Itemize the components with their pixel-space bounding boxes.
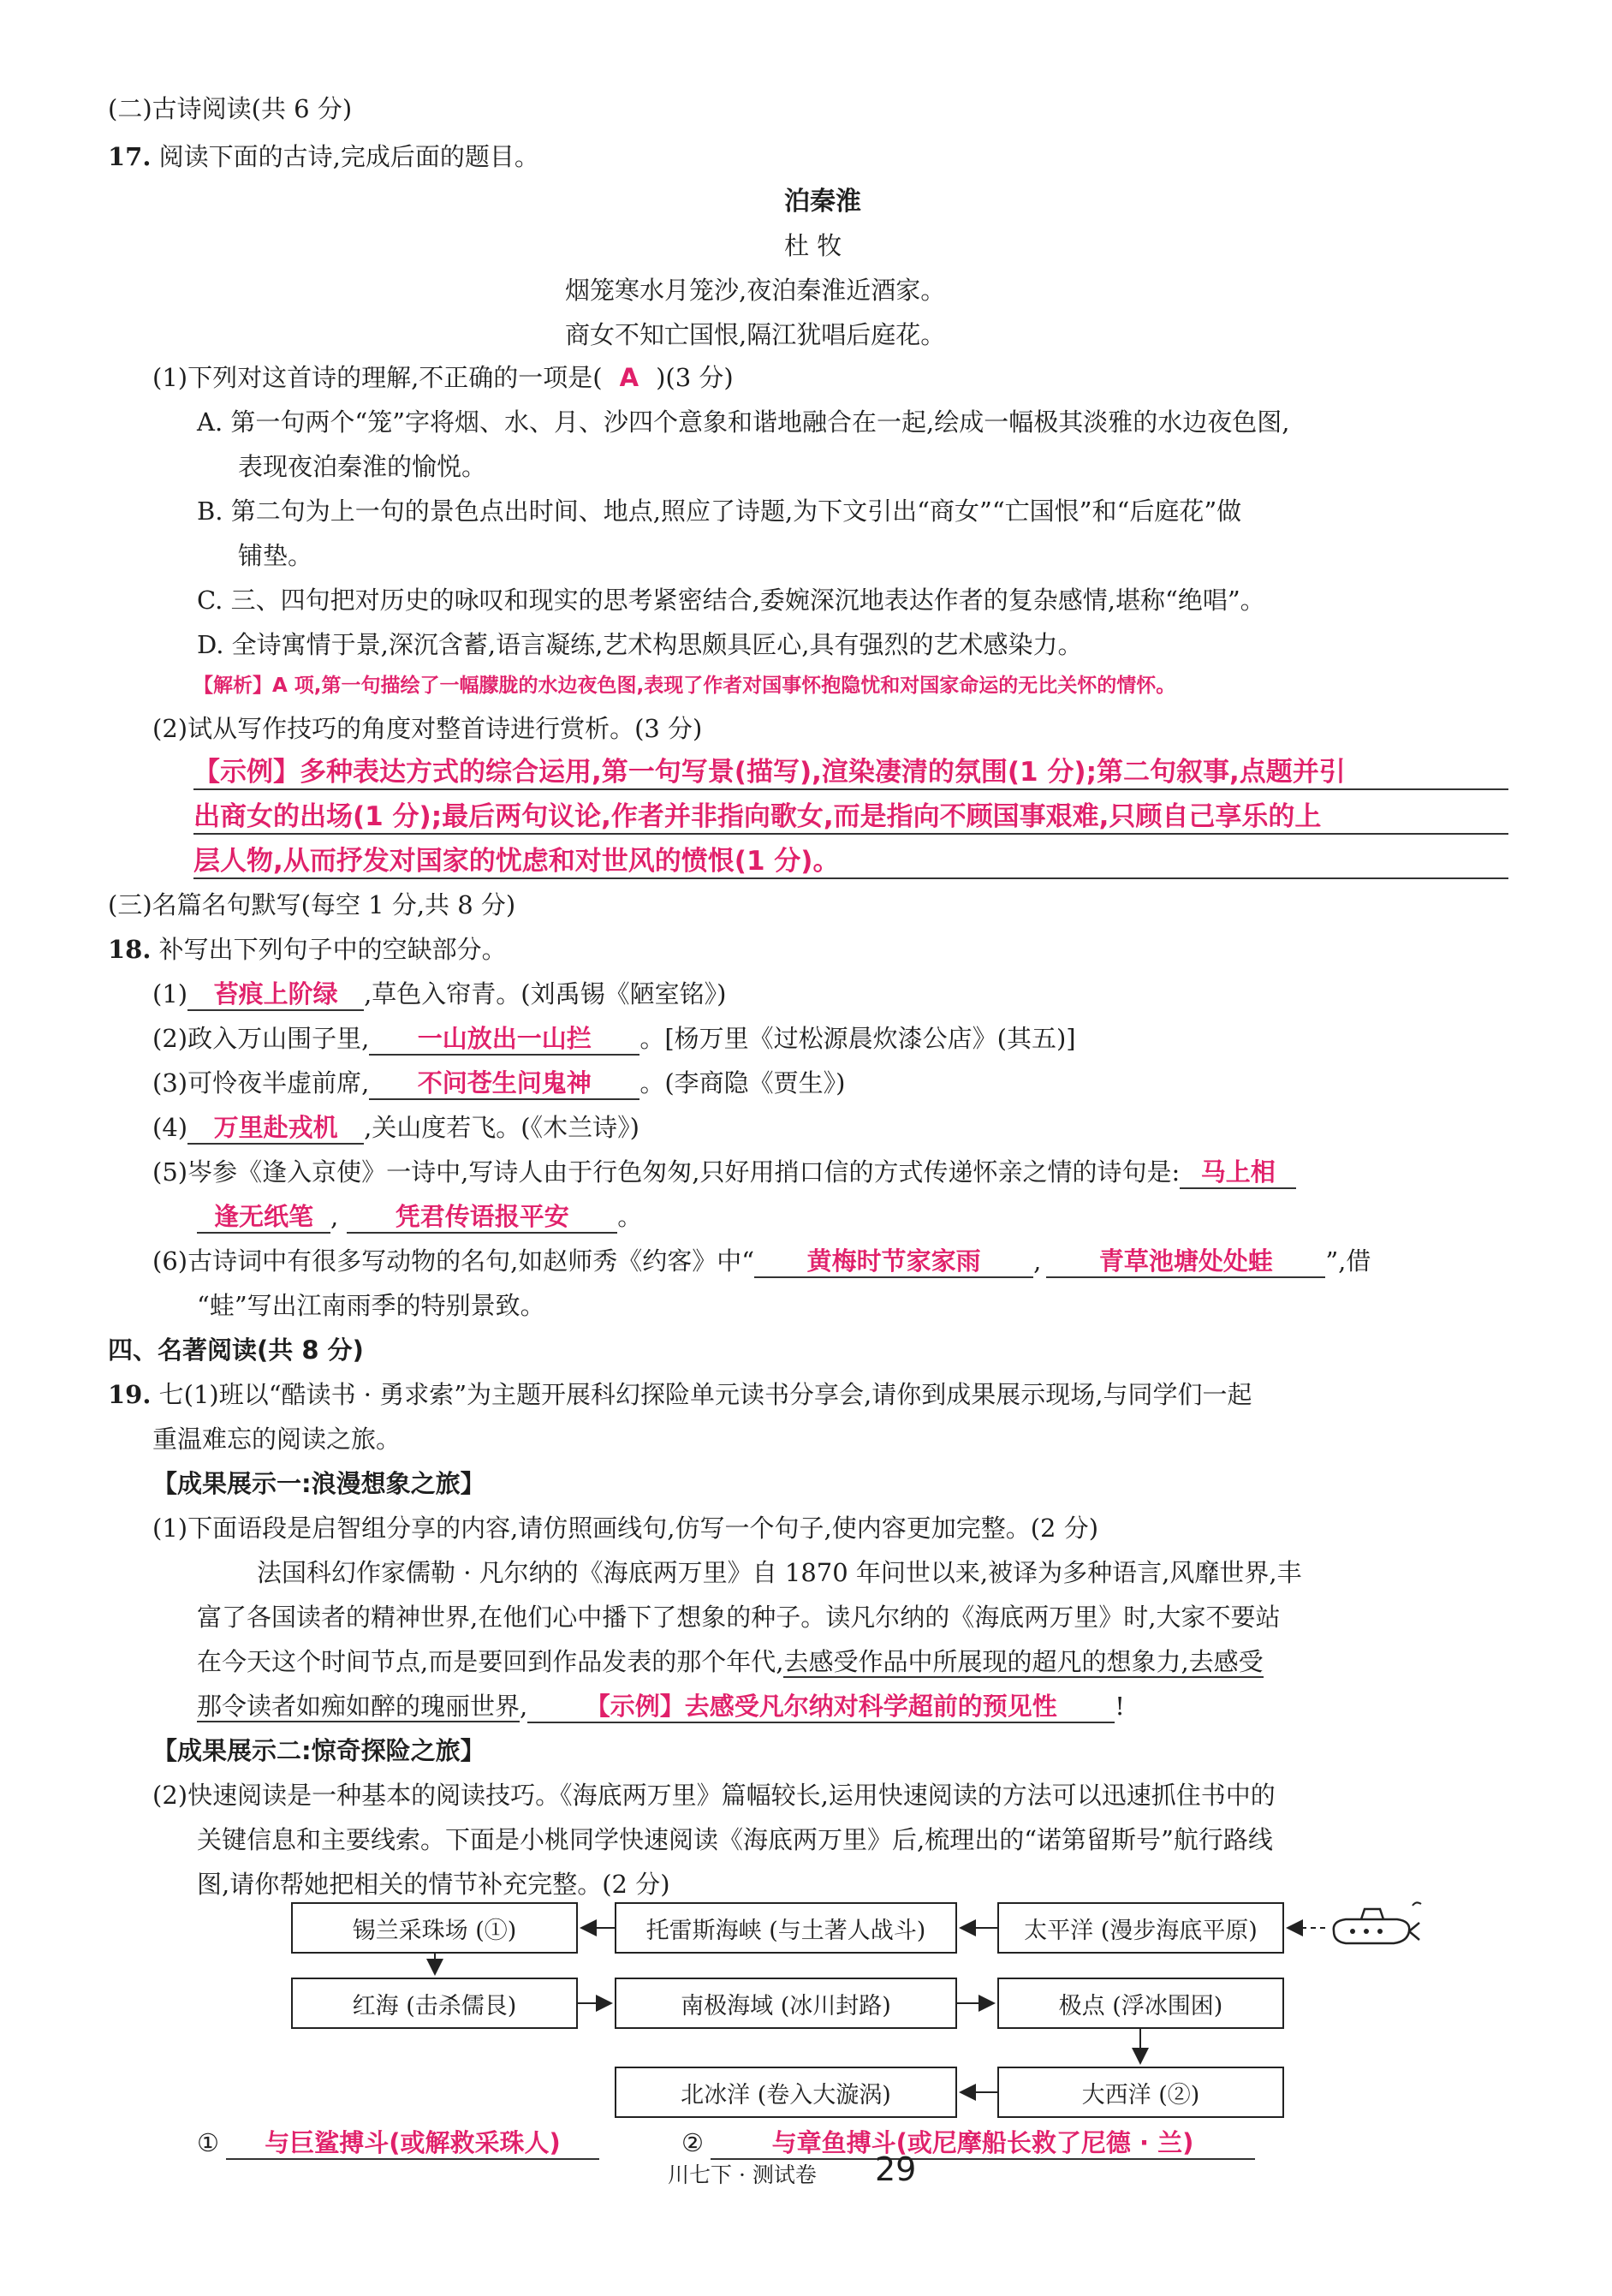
option-a-cont: 表现夜泊秦淮的愉悦。	[238, 452, 487, 481]
page-number: 29	[875, 2150, 917, 2188]
question-number: 18.	[108, 935, 152, 964]
item-text: (5)岑参《逢入京使》一诗中,写诗人由于行色匆匆,只好用捎口信的方式传递怀亲之情的诗句是:	[152, 1157, 1181, 1187]
section-header: (三)名篇名句默写(每空 1 分,共 8 分)	[108, 890, 516, 919]
question-text: 阅读下面的古诗,完成后面的题目。	[158, 142, 539, 171]
route-box-antarctic: 南极海域 (冰川封路)	[615, 1978, 957, 2029]
route-box-arctic: 北冰洋 (卷入大漩涡)	[615, 2067, 957, 2118]
section-header: (二)古诗阅读(共 6 分)	[108, 94, 353, 123]
answer-label: ②	[681, 2128, 704, 2157]
flow-answer-2	[681, 2128, 1255, 2160]
answer-line: 出商女的出场(1 分);最后两句议论,作者并非指向歌女,而是指向不顾国事艰难,只顾自己享乐的上	[193, 801, 1508, 835]
sub-question-2-cont: 关键信息和主要线索。下面是小桃同学快速阅读《海底两万里》后,梳理出的“诺第留斯号”航行路线	[197, 1825, 1273, 1854]
fill-answer: 逢无纸笔	[197, 1202, 330, 1234]
points: )(3 分)	[656, 363, 734, 392]
paragraph-text: ,	[520, 1692, 528, 1721]
fill-answer: 与巨鲨搏斗(或解救采珠人)	[226, 2128, 599, 2160]
route-box-pole: 极点 (浮冰围困)	[997, 1978, 1284, 2029]
fill-answer: 苔痕上阶绿	[187, 979, 364, 1011]
fill-answer: 黄梅时节家家雨	[754, 1246, 1033, 1278]
answer-label: ①	[197, 2128, 219, 2157]
fill-answer: 【示例】去感受凡尔纳对科学超前的预见性	[527, 1692, 1115, 1723]
submarine-icon	[1327, 1897, 1425, 1950]
item-text: (4)	[152, 1113, 188, 1142]
fill-answer: 一山放出一山拦	[369, 1024, 639, 1056]
route-box-pacific: 太平洋 (漫步海底平原)	[997, 1902, 1284, 1954]
flow-answer-1	[197, 2128, 599, 2160]
footer-label: 川七下 · 测试卷	[668, 2162, 817, 2187]
fill-item-6-cont: “蛙”写出江南雨季的特别景致。	[197, 1291, 545, 1320]
option-b-cont: 铺垫。	[238, 541, 313, 570]
sub-question-text: (1)下列对这首诗的理解,不正确的一项是(	[152, 363, 603, 392]
option-b: B. 第二句为上一句的景色点出时间、地点,照应了诗题,为下文引出“商女”“亡国恨”和“后庭花”做	[197, 497, 1242, 526]
sub-question-2-cont: 图,请你帮她把相关的情节补充完整。(2 分)	[197, 1870, 670, 1899]
item-text: ,草色入帘青。(刘禹锡《陋室铭》)	[364, 979, 727, 1008]
showcase-heading: 【成果展示二:惊奇探险之旅】	[152, 1736, 485, 1765]
explanation: 【解析】A 项,第一句描绘了一幅朦胧的水边夜色图,表现了作者对国事怀抱隐忧和对国家命运的无比关怀的情怀。	[193, 675, 1176, 697]
question-text: 补写出下列句子中的空缺部分。	[158, 935, 507, 964]
option-d: D. 全诗寓情于景,深沉含蓄,语言凝练,艺术构思颇具匠心,具有强烈的艺术感染力。	[197, 630, 1083, 659]
fill-answer: 马上相	[1180, 1157, 1296, 1189]
paragraph-line: 富了各国读者的精神世界,在他们心中播下了想象的种子。读凡尔纳的《海底两万里》时,大家不要站	[197, 1603, 1281, 1632]
item-text: 。[杨万里《过松源晨炊漆公店》(其五)]	[639, 1024, 1076, 1053]
fill-answer: 青草池塘处处蛙	[1046, 1246, 1325, 1278]
item-text: ”,借	[1325, 1246, 1371, 1276]
poem-title: 泊秦淮	[784, 187, 861, 217]
route-box-red-sea: 红海 (击杀儒艮)	[291, 1978, 578, 2029]
poem-line: 烟笼寒水月笼沙,夜泊秦淮近酒家。	[565, 276, 946, 305]
fill-answer: 与章鱼搏斗(或尼摩船长救了尼德 · 兰)	[711, 2128, 1255, 2160]
sub-question-1: (1)下面语段是启智组分享的内容,请仿照画线句,仿写一个句子,使内容更加完整。(2 分)	[152, 1514, 1099, 1543]
route-box-torres: 托雷斯海峡 (与土著人战斗)	[615, 1902, 957, 1954]
answer-line: 层人物,从而抒发对国家的忧虑和对世风的愤恨(1 分)。	[193, 846, 1508, 879]
fill-answer: 万里赴戎机	[187, 1113, 364, 1145]
item-text: 。(李商隐《贾生》)	[639, 1068, 846, 1097]
question-number: 17.	[108, 142, 152, 171]
answer-line: 【示例】多种表达方式的综合运用,第一句写景(描写),渲染凄清的氛围(1 分);第二句叙事,点题并引	[193, 757, 1508, 790]
item-text: (6)古诗词中有很多写动物的名句,如赵师秀《约客》中“	[152, 1246, 755, 1276]
question-text: 七(1)班以“酷读书 · 勇求索”为主题开展科幻探险单元读书分享会,请你到成果展示现场,与同学们一起	[158, 1380, 1252, 1409]
sub-question-2: (2)试从写作技巧的角度对整首诗进行赏析。(3 分)	[152, 714, 703, 743]
option-a: A. 第一句两个“笼”字将烟、水、月、沙四个意象和谐地融合在一起,绘成一幅极其淡雅的水边夜色图,	[197, 407, 1290, 437]
question-number: 19.	[108, 1380, 152, 1409]
route-box-ceylon: 锡兰采珠场 (①)	[291, 1902, 578, 1954]
section-header: 四、名著阅读(共 8 分)	[108, 1335, 364, 1365]
item-text: ,	[1033, 1246, 1042, 1276]
underlined-sentence: 那令读者如痴如醉的瑰丽世界	[197, 1692, 520, 1721]
paragraph-text: !	[1115, 1692, 1125, 1721]
item-text: 。	[617, 1202, 643, 1231]
question-text-cont: 重温难忘的阅读之旅。	[152, 1425, 402, 1454]
paragraph-line: 法国科幻作家儒勒 · 凡尔纳的《海底两万里》自 1870 年问世以来,被译为多种语言,风靡世界,丰	[257, 1558, 1302, 1587]
sub-question-2: (2)快速阅读是一种基本的阅读技巧。《海底两万里》篇幅较长,运用快速阅读的方法可以迅速抓住书中的	[152, 1781, 1276, 1810]
fill-answer: 凭君传语报平安	[347, 1202, 617, 1234]
paragraph-text: 在今天这个时间节点,而是要回到作品发表的那个年代,	[197, 1647, 784, 1676]
item-text: (2)政入万山围子里,	[152, 1024, 370, 1053]
route-box-atlantic: 大西洋 (②)	[997, 2067, 1284, 2118]
poem-line: 商女不知亡国恨,隔江犹唱后庭花。	[565, 320, 946, 349]
showcase-heading: 【成果展示一:浪漫想象之旅】	[152, 1469, 485, 1498]
item-text: (1)	[152, 979, 188, 1008]
poem-author: 杜 牧	[784, 231, 842, 260]
item-text: ,关山度若飞。(《木兰诗》)	[364, 1113, 639, 1142]
item-text: (3)可怜夜半虚前席,	[152, 1068, 370, 1097]
option-c: C. 三、四句把对历史的咏叹和现实的思考紧密结合,委婉深沉地表达作者的复杂感情,堪称“绝唱”。	[197, 586, 1265, 615]
fill-answer: 不问苍生问鬼神	[369, 1068, 639, 1100]
item-text: ,	[330, 1202, 339, 1231]
answer-choice: A	[619, 363, 639, 392]
underlined-sentence: 去感受作品中所展现的超凡的想象力,去感受	[783, 1647, 1264, 1676]
